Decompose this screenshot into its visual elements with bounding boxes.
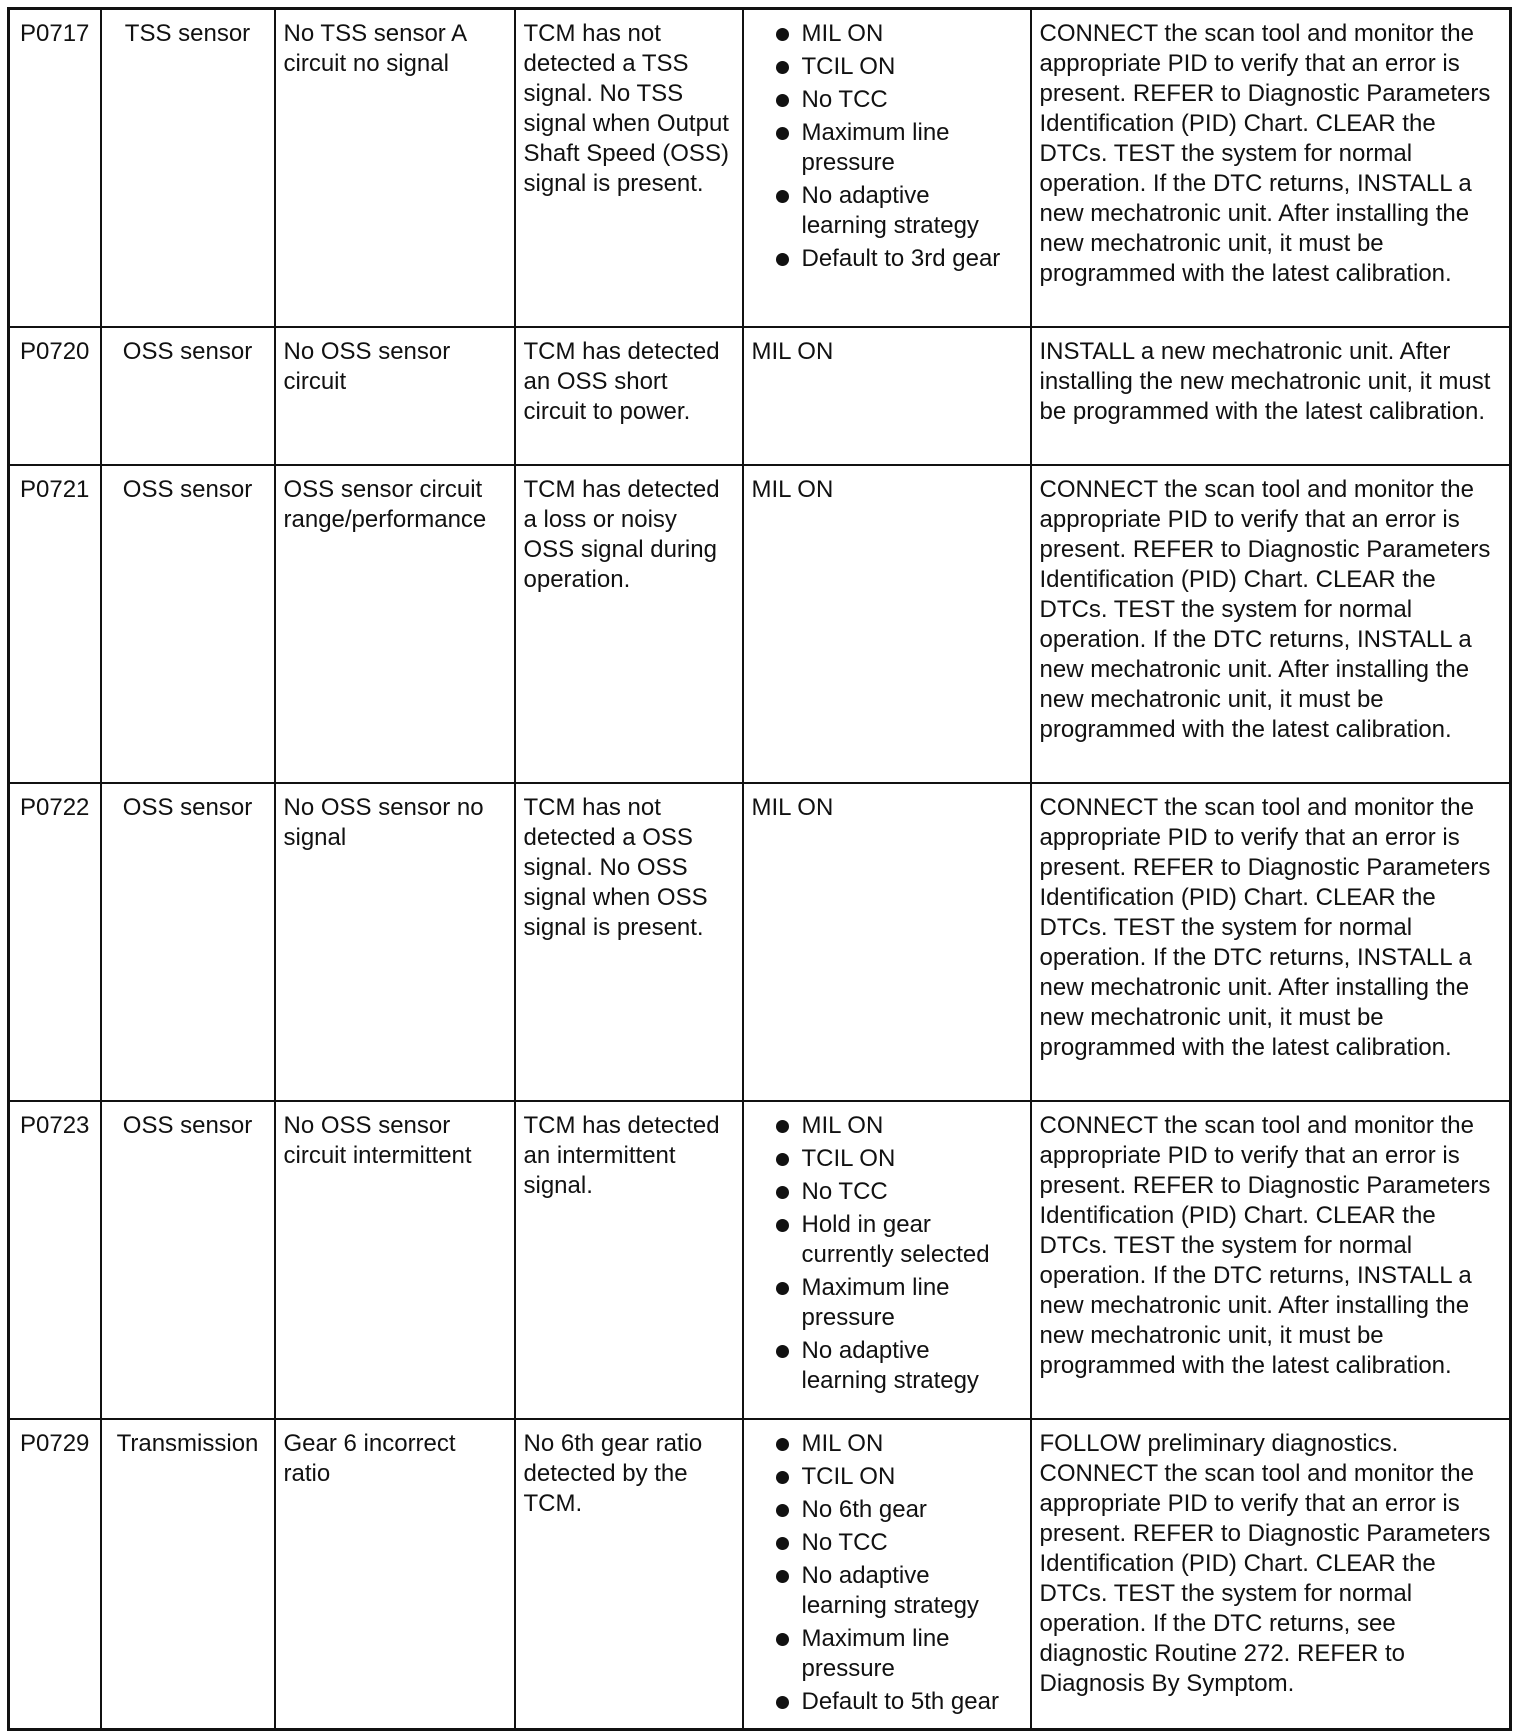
symptoms-cell: MIL ON: [743, 327, 1031, 465]
symptoms-cell: MIL ON: [743, 783, 1031, 1101]
dtc-table: [7, 7, 1512, 1731]
dtc-code: P0717: [9, 9, 101, 327]
table-row: [9, 465, 1511, 783]
dtc-condition: No 6th gear ratio detected by the TCM.: [515, 1419, 743, 1730]
dtc-description: No OSS sensor circuit intermittent: [275, 1101, 515, 1419]
symptom-item: TCIL ON: [752, 1462, 1022, 1492]
action-text: CONNECT the scan tool and monitor the appropriate PID to verify that an error is present. REFER to Diagnostic Parameters Identification (PID) Chart. CLEAR the DTCs. TEST the system for normal operation. If the DTC returns, INSTALL a new mechatronic unit. After installing the new mechatronic unit, it must be programmed with the latest calibration.: [1031, 465, 1511, 783]
symptom-item: Hold in gear currently selected: [752, 1210, 1022, 1270]
symptom-item: MIL ON: [752, 1111, 1022, 1141]
dtc-description: OSS sensor circuit range/performance: [275, 465, 515, 783]
table-row: [9, 1419, 1511, 1730]
action-text: CONNECT the scan tool and monitor the appropriate PID to verify that an error is present. REFER to Diagnostic Parameters Identification (PID) Chart. CLEAR the DTCs. TEST the system for normal operation. If the DTC returns, INSTALL a new mechatronic unit. After installing the new mechatronic unit, it must be programmed with the latest calibration.: [1031, 9, 1511, 327]
symptom-item: Default to 5th gear: [752, 1687, 1022, 1717]
dtc-description: No TSS sensor A circuit no signal: [275, 9, 515, 327]
table-row: [9, 1101, 1511, 1419]
dtc-condition: TCM has not detected a OSS signal. No OSS signal when OSS signal is present.: [515, 783, 743, 1101]
component-name: OSS sensor: [101, 465, 275, 783]
dtc-code: P0729: [9, 1419, 101, 1730]
symptom-list: [752, 19, 1022, 274]
symptoms-cell: [743, 9, 1031, 327]
symptom-item: No adaptive learning strategy: [752, 181, 1022, 241]
component-name: OSS sensor: [101, 783, 275, 1101]
symptom-item: No adaptive learning strategy: [752, 1561, 1022, 1621]
table-row: [9, 9, 1511, 327]
symptom-item: No TCC: [752, 1528, 1022, 1558]
symptom-item: Maximum line pressure: [752, 118, 1022, 178]
dtc-description: Gear 6 incorrect ratio: [275, 1419, 515, 1730]
symptom-item: TCIL ON: [752, 1144, 1022, 1174]
dtc-code: P0721: [9, 465, 101, 783]
action-text: INSTALL a new mechatronic unit. After installing the new mechatronic unit, it must be programmed with the latest calibration.: [1031, 327, 1511, 465]
component-name: TSS sensor: [101, 9, 275, 327]
symptom-list: [752, 1429, 1022, 1717]
symptom-item: MIL ON: [752, 19, 1022, 49]
dtc-code: P0722: [9, 783, 101, 1101]
dtc-condition: TCM has detected an OSS short circuit to power.: [515, 327, 743, 465]
symptom-item: No TCC: [752, 85, 1022, 115]
symptom-item: No 6th gear: [752, 1495, 1022, 1525]
symptoms-cell: MIL ON: [743, 465, 1031, 783]
symptom-item: Maximum line pressure: [752, 1624, 1022, 1684]
symptom-item: MIL ON: [752, 1429, 1022, 1459]
symptom-item: TCIL ON: [752, 52, 1022, 82]
dtc-description: No OSS sensor no signal: [275, 783, 515, 1101]
symptom-item: Maximum line pressure: [752, 1273, 1022, 1333]
dtc-description: No OSS sensor circuit: [275, 327, 515, 465]
component-name: Transmission: [101, 1419, 275, 1730]
action-text: CONNECT the scan tool and monitor the appropriate PID to verify that an error is present. REFER to Diagnostic Parameters Identification (PID) Chart. CLEAR the DTCs. TEST the system for normal operation. If the DTC returns, INSTALL a new mechatronic unit. After installing the new mechatronic unit, it must be programmed with the latest calibration.: [1031, 783, 1511, 1101]
symptom-item: No TCC: [752, 1177, 1022, 1207]
dtc-code: P0723: [9, 1101, 101, 1419]
symptoms-cell: [743, 1419, 1031, 1730]
dtc-condition: TCM has detected a loss or noisy OSS signal during operation.: [515, 465, 743, 783]
component-name: OSS sensor: [101, 327, 275, 465]
symptom-item: No adaptive learning strategy: [752, 1336, 1022, 1396]
table-row: [9, 783, 1511, 1101]
dtc-condition: TCM has not detected a TSS signal. No TSS signal when Output Shaft Speed (OSS) signal is present.: [515, 9, 743, 327]
dtc-condition: TCM has detected an intermittent signal.: [515, 1101, 743, 1419]
action-text: FOLLOW preliminary diagnostics. CONNECT the scan tool and monitor the appropriate PID to verify that an error is present. REFER to Diagnostic Parameters Identification (PID) Chart. CLEAR the DTCs. TEST the system for normal operation. If the DTC returns, see diagnostic Routine 272. REFER to Diagnosis By Symptom.: [1031, 1419, 1511, 1730]
symptom-item: Default to 3rd gear: [752, 244, 1022, 274]
table-row: [9, 327, 1511, 465]
dtc-code: P0720: [9, 327, 101, 465]
component-name: OSS sensor: [101, 1101, 275, 1419]
dtc-table-body: [9, 9, 1511, 1730]
symptom-list: [752, 1111, 1022, 1396]
symptoms-cell: [743, 1101, 1031, 1419]
action-text: CONNECT the scan tool and monitor the appropriate PID to verify that an error is present. REFER to Diagnostic Parameters Identification (PID) Chart. CLEAR the DTCs. TEST the system for normal operation. If the DTC returns, INSTALL a new mechatronic unit. After installing the new mechatronic unit, it must be programmed with the latest calibration.: [1031, 1101, 1511, 1419]
